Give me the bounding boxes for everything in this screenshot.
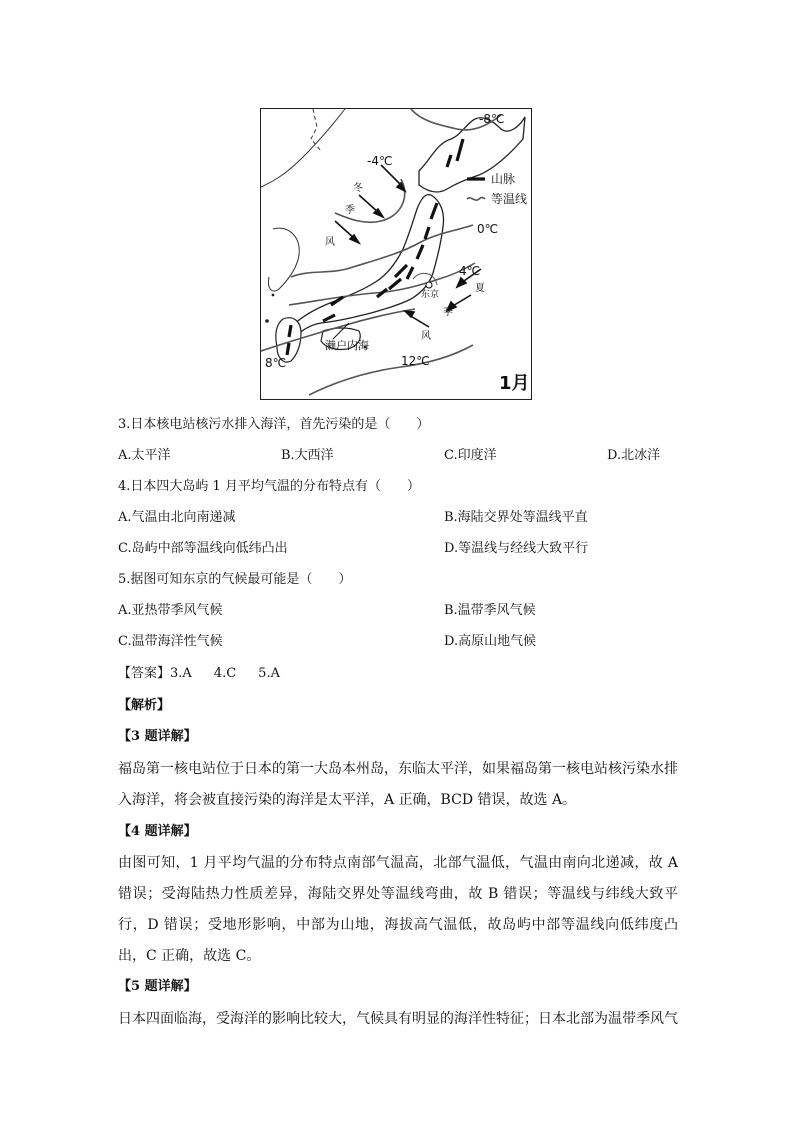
label-tokyo: 东京 [421,290,440,300]
label-winter-wind-2: 季 [345,205,355,216]
q4-option-a: A.气温由北向南递减 [118,510,236,525]
answer-item: 4.C [213,666,237,681]
label-0: 0℃ [477,222,499,236]
detail-4-text: 由图可知，1 月平均气温的分布特点南部气温高，北部气温低，气温由南向北递减，故 A 错误；受海陆热力性质差异，海陆交界处等温线弯曲，故 B 错误；等温线与纬线大致平行，D 错误；受地形影响，中部为山地，海拔高气温低，故岛屿中部等温线向低纬度凸出，C 正确，故选 C。 [118,855,678,964]
question-5-stem: 5.据图可知东京的气候最可能是（ ） [118,572,352,587]
label-winter-wind-3: 风 [325,237,335,248]
answer-item: 5.A [258,666,280,681]
answer-line [118,664,302,684]
q5-option-d: D.高原山地气候 [444,634,537,649]
map-month-label: 1月 [499,373,530,394]
question-4-stem: 4.日本四大岛屿 1 月平均气温的分布特点有（ ） [118,479,420,494]
label-winter-wind-1: 冬 [353,183,363,194]
label-minus4: -4℃ [367,154,393,168]
map-svg [261,109,530,398]
label-seto-inland-sea: 濑户内海 [325,339,369,352]
label-8: 8℃ [265,356,287,370]
q5-option-b: B.温带季风气候 [444,603,536,618]
detail-4-label: 【4 题详解】 [118,824,197,839]
q3-option-d: D.北冰洋 [607,448,661,463]
label-4: 4℃ [459,264,481,278]
answer-item: 3.A [170,666,192,681]
detail-3-label: 【3 题详解】 [118,729,197,744]
continent-coastline [261,109,345,187]
border-dashed [311,109,321,151]
honshu-outline [291,195,444,337]
q3-option-b: B.大西洋 [281,448,334,463]
legend-mountain-label: 山脉 [491,172,516,186]
label-summer-wind-2: 季 [443,307,453,318]
isotherm-12 [309,345,473,395]
question-3-stem: 3.日本核电站核污水排入海洋，首先污染的是（ ） [118,417,430,432]
legend-isotherm-label: 等温线 [491,192,528,206]
label-12: 12℃ [401,354,430,368]
detail-5-text: 日本四面临海，受海洋的影响比较大，气候具有明显的海洋性特征；日本北部为温带季风气 [118,1011,678,1027]
legend-isotherm-symbol [467,198,485,201]
q4-option-c: C.岛屿中部等温线向低纬凸出 [118,541,288,556]
label-minus8: -8℃ [479,112,505,126]
analysis-label: 【解析】 [118,698,171,713]
japan-january-isotherm-map [260,108,532,400]
korea-coastline [268,228,299,291]
isotherm-0 [291,225,473,277]
q3-option-a: A.太平洋 [118,448,171,463]
label-summer-wind-3: 风 [421,331,431,342]
island [272,294,275,297]
detail-3-text: 福岛第一核电站位于日本的第一大岛本州岛，东临太平洋，如果福岛第一核电站核污染水排入海洋，将会被直接污染的海洋是太平洋，A 正确，BCD 错误，故选 A。 [118,761,678,808]
q5-option-c: C.温带海洋性气候 [118,634,223,649]
answer-label: 【答案】 [118,666,171,681]
winter-monsoon-arrows [335,165,405,243]
detail-5-label: 【5 题详解】 [118,979,197,994]
label-summer-wind-1: 夏 [475,283,485,294]
island [265,319,269,323]
tokyo-marker [426,282,432,288]
q4-option-b: B.海陆交界处等温线平直 [444,510,588,525]
q5-option-a: A.亚热带季风气候 [118,603,223,618]
q3-option-c: C.印度洋 [444,448,497,463]
q4-option-d: D.等温线与经线大致平行 [444,541,589,556]
